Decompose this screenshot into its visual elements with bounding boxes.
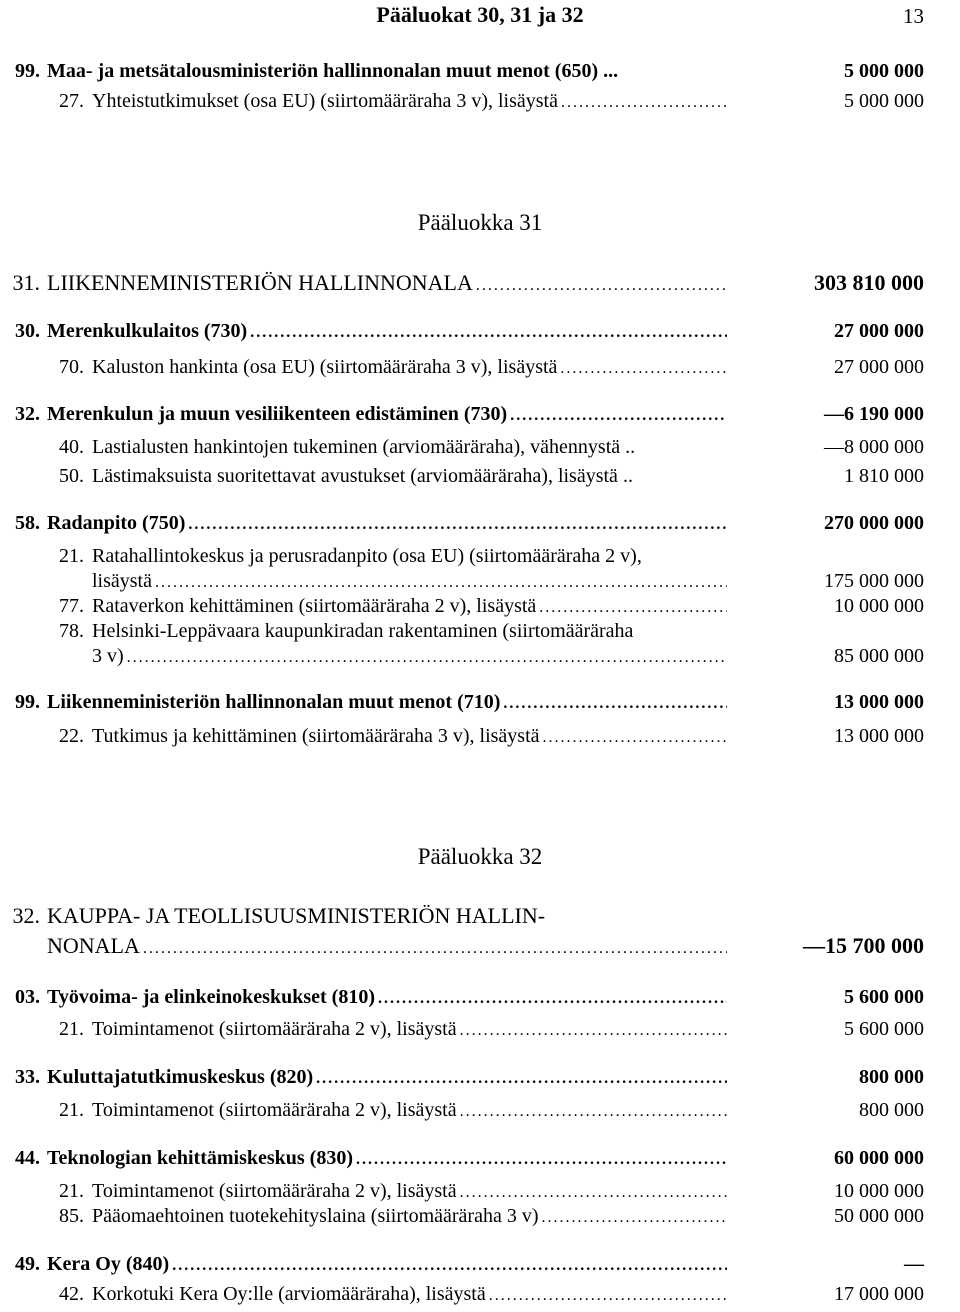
chapter-total: 303 810 000 bbox=[814, 270, 924, 295]
row-amount: 60 000 000 bbox=[834, 1147, 924, 1169]
item-amount: 27 000 000 bbox=[834, 356, 924, 378]
row-label: Työvoima- ja elinkeinokeskukset (810) . . . bbox=[47, 986, 727, 1009]
row-number: 99. bbox=[15, 60, 40, 82]
budget-row bbox=[0, 1253, 960, 1281]
item-amount: 10 000 000 bbox=[834, 595, 924, 617]
budget-item-continuation bbox=[0, 570, 960, 598]
row-amount: 5 000 000 bbox=[844, 60, 924, 82]
item-number: 40. bbox=[59, 436, 84, 458]
item-number: 70. bbox=[59, 356, 84, 378]
budget-item-row bbox=[0, 436, 960, 464]
row-number: 33. bbox=[15, 1066, 40, 1088]
item-number: 50. bbox=[59, 465, 84, 487]
item-number: 21. bbox=[59, 545, 84, 567]
chapter-number: 32. bbox=[12, 903, 40, 928]
budget-item-row bbox=[0, 545, 960, 573]
row-label: Radanpito (750) . . . bbox=[47, 512, 727, 535]
row-number: 30. bbox=[15, 320, 40, 342]
item-amount: 175 000 000 bbox=[824, 570, 924, 592]
budget-row bbox=[0, 691, 960, 719]
item-amount: 13 000 000 bbox=[834, 725, 924, 747]
item-label: Lastialusten hankintojen tukeminen (arviomääräraha), vähennystä .. bbox=[92, 436, 636, 458]
row-number: 99. bbox=[15, 691, 40, 713]
budget-row bbox=[0, 403, 960, 431]
chapter-title-continuation-text: NONALA . . . bbox=[47, 933, 727, 959]
item-amount: 800 000 bbox=[859, 1099, 924, 1121]
budget-item-row bbox=[0, 620, 960, 648]
budget-item-row bbox=[0, 1018, 960, 1046]
item-amount: 1 810 000 bbox=[844, 465, 924, 487]
item-number: 22. bbox=[59, 725, 84, 747]
row-label: Merenkulun ja muun vesiliikenteen edistäminen (730) . . . bbox=[47, 403, 727, 426]
item-label: Pääomaehtoinen tuotekehityslaina (siirtomääräraha 3 v) . . . bbox=[92, 1205, 727, 1228]
row-amount: —6 190 000 bbox=[824, 403, 924, 425]
item-number: 85. bbox=[59, 1205, 84, 1227]
item-label: Toimintamenot (siirtomääräraha 2 v), lisäystä . . . bbox=[92, 1099, 727, 1122]
row-amount: 27 000 000 bbox=[834, 320, 924, 342]
item-label: Lästimaksuista suoritettavat avustukset (arviomääräraha), lisäystä .. bbox=[92, 465, 633, 487]
row-amount: — bbox=[904, 1253, 924, 1275]
item-amount: 5 000 000 bbox=[844, 90, 924, 112]
budget-item-row bbox=[0, 595, 960, 623]
row-amount: 270 000 000 bbox=[824, 512, 924, 534]
item-number: 21. bbox=[59, 1099, 84, 1121]
chapter-total: —15 700 000 bbox=[803, 933, 924, 958]
row-number: 44. bbox=[15, 1147, 40, 1169]
budget-row bbox=[0, 1066, 960, 1094]
row-number: 58. bbox=[15, 512, 40, 534]
item-amount: 10 000 000 bbox=[834, 1180, 924, 1202]
item-amount: 50 000 000 bbox=[834, 1205, 924, 1227]
row-amount: 5 600 000 bbox=[844, 986, 924, 1008]
item-label: Korkotuki Kera Oy:lle (arviomääräraha), lisäystä . . . bbox=[92, 1283, 727, 1306]
row-amount: 13 000 000 bbox=[834, 691, 924, 713]
item-label: Toimintamenot (siirtomääräraha 2 v), lisäystä . . . bbox=[92, 1180, 727, 1203]
budget-row bbox=[0, 986, 960, 1014]
item-amount: —8 000 000 bbox=[824, 436, 924, 458]
item-label: Helsinki-Leppävaara kaupunkiradan rakentaminen (siirtomääräraha bbox=[92, 620, 634, 642]
row-number: 03. bbox=[15, 986, 40, 1008]
chapter-heading: Pääluokka 31 bbox=[417, 210, 543, 235]
item-number: 77. bbox=[59, 595, 84, 617]
budget-item-row bbox=[0, 356, 960, 384]
chapter-title-continuation bbox=[0, 933, 960, 961]
chapter-title: LIIKENNEMINISTERIÖN HALLINNONALA . . . bbox=[47, 270, 727, 296]
budget-item-row bbox=[0, 465, 960, 493]
row-label: Maa- ja metsätalousministeriön hallinnonalan muut menot (650) ... bbox=[47, 60, 619, 82]
chapter-heading: Pääluokka 32 bbox=[417, 844, 543, 869]
chapter-title-row bbox=[0, 270, 960, 298]
row-amount: 800 000 bbox=[859, 1066, 924, 1088]
item-amount: 5 600 000 bbox=[844, 1018, 924, 1040]
page-header-title: Pääluokat 30, 31 ja 32 bbox=[376, 2, 584, 27]
chapter-title: KAUPPA- JA TEOLLISUUSMINISTERIÖN HALLIN- bbox=[47, 903, 546, 928]
budget-row bbox=[0, 1147, 960, 1175]
row-number: 49. bbox=[15, 1253, 40, 1275]
item-label: Rataverkon kehittäminen (siirtomääräraha 2 v), lisäystä . . . bbox=[92, 595, 727, 618]
row-label: Kuluttajatutkimuskeskus (820) . . . bbox=[47, 1066, 727, 1089]
item-label-continuation: 3 v) . . . bbox=[92, 645, 727, 668]
budget-item-row bbox=[0, 1283, 960, 1311]
chapter-number: 31. bbox=[12, 270, 40, 295]
item-label: Yhteistutkimukset (osa EU) (siirtomääräraha 3 v), lisäystä . . . bbox=[92, 90, 727, 113]
item-number: 42. bbox=[59, 1283, 84, 1305]
budget-row bbox=[0, 512, 960, 540]
budget-item-row bbox=[0, 725, 960, 753]
page-number: 13 bbox=[903, 4, 924, 28]
row-label: Liikenneministeriön hallinnonalan muut menot (710) . . . bbox=[47, 691, 727, 714]
item-number: 21. bbox=[59, 1018, 84, 1040]
row-label: Teknologian kehittämiskeskus (830) . . . bbox=[47, 1147, 727, 1170]
row-label: Kera Oy (840) . . . bbox=[47, 1253, 727, 1276]
budget-item-continuation bbox=[0, 645, 960, 673]
item-label: Ratahallintokeskus ja perusradanpito (osa EU) (siirtomääräraha 2 v), bbox=[92, 545, 642, 567]
budget-row bbox=[0, 60, 960, 88]
budget-item-row bbox=[0, 1205, 960, 1233]
budget-item-row bbox=[0, 90, 960, 118]
item-label: Kaluston hankinta (osa EU) (siirtomääräraha 3 v), lisäystä . . . bbox=[92, 356, 727, 379]
budget-row bbox=[0, 320, 960, 348]
budget-item-row bbox=[0, 1099, 960, 1127]
chapter-title-row bbox=[0, 903, 960, 931]
item-amount: 85 000 000 bbox=[834, 645, 924, 667]
item-label: Toimintamenot (siirtomääräraha 2 v), lisäystä . . . bbox=[92, 1018, 727, 1041]
item-number: 21. bbox=[59, 1180, 84, 1202]
item-number: 27. bbox=[59, 90, 84, 112]
row-number: 32. bbox=[15, 403, 40, 425]
item-amount: 17 000 000 bbox=[834, 1283, 924, 1305]
row-label: Merenkulkulaitos (730) . . . bbox=[47, 320, 727, 343]
item-number: 78. bbox=[59, 620, 84, 642]
item-label-continuation: lisäystä . . . bbox=[92, 570, 727, 593]
item-label: Tutkimus ja kehittäminen (siirtomääräraha 3 v), lisäystä . . . bbox=[92, 725, 727, 748]
budget-item-row bbox=[0, 1180, 960, 1208]
